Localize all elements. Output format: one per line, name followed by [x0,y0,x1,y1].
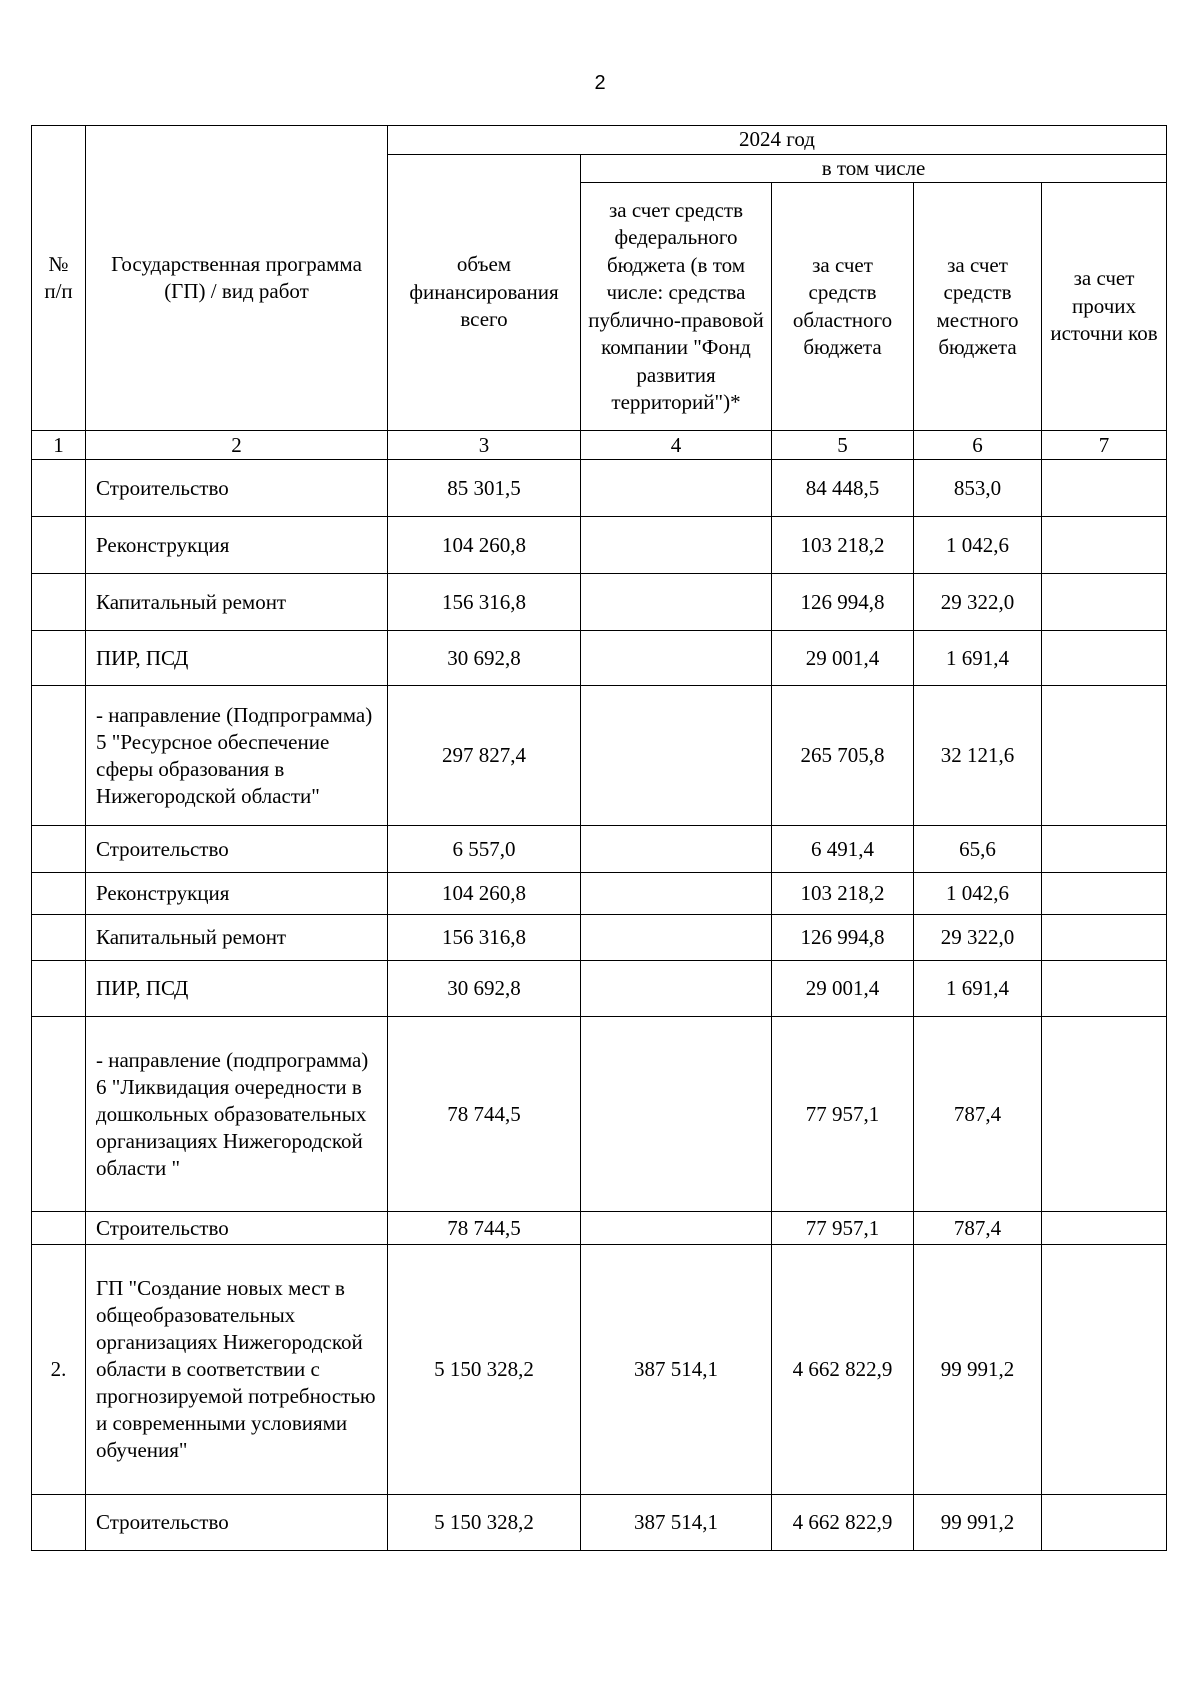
column-number: 4 [581,431,772,460]
cell-federal [581,517,772,574]
cell-number [32,517,86,574]
cell-regional: 77 957,1 [772,1212,914,1245]
cell-other [1042,1245,1167,1495]
header-local: за счет средств местного бюджета [914,183,1042,431]
cell-other [1042,686,1167,826]
column-numbers-row [32,431,1167,460]
table-row [32,631,1167,686]
column-number: 3 [388,431,581,460]
header-including: в том числе [581,154,1167,183]
cell-federal [581,826,772,873]
cell-regional: 29 001,4 [772,961,914,1017]
cell-program-name: Строительство [86,826,388,873]
cell-regional: 4 662 822,9 [772,1495,914,1551]
header-federal: за счет средств федерального бюджета (в том числе: средства публично-правовой компании "Фонд развития территорий")* [581,183,772,431]
table-row [32,915,1167,961]
cell-other [1042,826,1167,873]
cell-regional: 126 994,8 [772,574,914,631]
cell-program-name: Реконструкция [86,517,388,574]
cell-local: 99 991,2 [914,1245,1042,1495]
cell-number [32,826,86,873]
cell-other [1042,631,1167,686]
cell-number: 2. [32,1245,86,1495]
table-body [32,460,1167,1551]
cell-local: 853,0 [914,460,1042,517]
cell-number [32,631,86,686]
column-number: 7 [1042,431,1167,460]
column-number: 2 [86,431,388,460]
table-row [32,1245,1167,1495]
column-number: 6 [914,431,1042,460]
cell-program-name: Строительство [86,1212,388,1245]
cell-local: 1 691,4 [914,631,1042,686]
cell-total: 297 827,4 [388,686,581,826]
column-number: 5 [772,431,914,460]
cell-program-name: Реконструкция [86,873,388,915]
cell-local: 1 691,4 [914,961,1042,1017]
cell-other [1042,915,1167,961]
cell-local: 32 121,6 [914,686,1042,826]
cell-local: 29 322,0 [914,915,1042,961]
cell-federal: 387 514,1 [581,1245,772,1495]
cell-federal [581,961,772,1017]
cell-federal [581,574,772,631]
cell-regional: 77 957,1 [772,1017,914,1212]
table-row [32,873,1167,915]
cell-program-name: Строительство [86,460,388,517]
cell-federal: 387 514,1 [581,1495,772,1551]
cell-regional: 84 448,5 [772,460,914,517]
cell-number [32,1212,86,1245]
cell-local: 65,6 [914,826,1042,873]
table-row [32,460,1167,517]
cell-other [1042,1017,1167,1212]
cell-local: 787,4 [914,1017,1042,1212]
header-regional: за счет средств областного бюджета [772,183,914,431]
cell-number [32,915,86,961]
cell-regional: 265 705,8 [772,686,914,826]
cell-total: 6 557,0 [388,826,581,873]
cell-program-name: ПИР, ПСД [86,961,388,1017]
cell-program-name: Строительство [86,1495,388,1551]
header-year: 2024 год [388,126,1167,155]
cell-local: 1 042,6 [914,517,1042,574]
cell-local: 787,4 [914,1212,1042,1245]
cell-program-name: Капитальный ремонт [86,574,388,631]
cell-number [32,873,86,915]
table-header [32,126,1167,460]
cell-number [32,460,86,517]
cell-federal [581,631,772,686]
cell-number [32,961,86,1017]
cell-number [32,1017,86,1212]
header-other: за счет прочих источни ков [1042,183,1167,431]
cell-federal [581,460,772,517]
cell-total: 5 150 328,2 [388,1495,581,1551]
cell-federal [581,915,772,961]
cell-total: 5 150 328,2 [388,1245,581,1495]
funding-table [31,125,1167,1551]
cell-number [32,686,86,826]
cell-program-name: - направление (подпрограмма) 6 "Ликвидация очередности в дошкольных образовательных организациях Нижегородской области " [86,1017,388,1212]
cell-federal [581,1212,772,1245]
table-row [32,1017,1167,1212]
table-row [32,961,1167,1017]
cell-federal [581,873,772,915]
cell-regional: 4 662 822,9 [772,1245,914,1495]
cell-program-name: ГП "Создание новых мест в общеобразовательных организациях Нижегородской области в соответствии с прогнозируемой потребностью и современными условиями обучения" [86,1245,388,1495]
header-program: Государственная программа (ГП) / вид работ [86,126,388,431]
cell-total: 104 260,8 [388,873,581,915]
cell-regional: 103 218,2 [772,873,914,915]
cell-program-name: Капитальный ремонт [86,915,388,961]
cell-total: 30 692,8 [388,961,581,1017]
cell-regional: 103 218,2 [772,517,914,574]
header-total: объем финансирования всего [388,154,581,431]
cell-other [1042,1212,1167,1245]
cell-federal [581,686,772,826]
table-row [32,826,1167,873]
header-number: № п/п [32,126,86,431]
cell-total: 85 301,5 [388,460,581,517]
cell-number [32,574,86,631]
table-row [32,1212,1167,1245]
cell-program-name: ПИР, ПСД [86,631,388,686]
column-number: 1 [32,431,86,460]
cell-total: 30 692,8 [388,631,581,686]
cell-other [1042,574,1167,631]
table-row [32,1495,1167,1551]
cell-local: 99 991,2 [914,1495,1042,1551]
page-number: 2 [594,72,606,94]
cell-regional: 6 491,4 [772,826,914,873]
cell-number [32,1495,86,1551]
cell-regional: 29 001,4 [772,631,914,686]
cell-other [1042,517,1167,574]
cell-local: 1 042,6 [914,873,1042,915]
cell-program-name: - направление (Подпрограмма) 5 "Ресурсное обеспечение сферы образования в Нижегородской области" [86,686,388,826]
cell-other [1042,1495,1167,1551]
cell-total: 78 744,5 [388,1017,581,1212]
table-row [32,517,1167,574]
cell-total: 156 316,8 [388,574,581,631]
cell-other [1042,873,1167,915]
table-row [32,574,1167,631]
cell-total: 78 744,5 [388,1212,581,1245]
cell-other [1042,460,1167,517]
cell-federal [581,1017,772,1212]
cell-other [1042,961,1167,1017]
table-row [32,686,1167,826]
cell-total: 156 316,8 [388,915,581,961]
cell-total: 104 260,8 [388,517,581,574]
cell-local: 29 322,0 [914,574,1042,631]
cell-regional: 126 994,8 [772,915,914,961]
